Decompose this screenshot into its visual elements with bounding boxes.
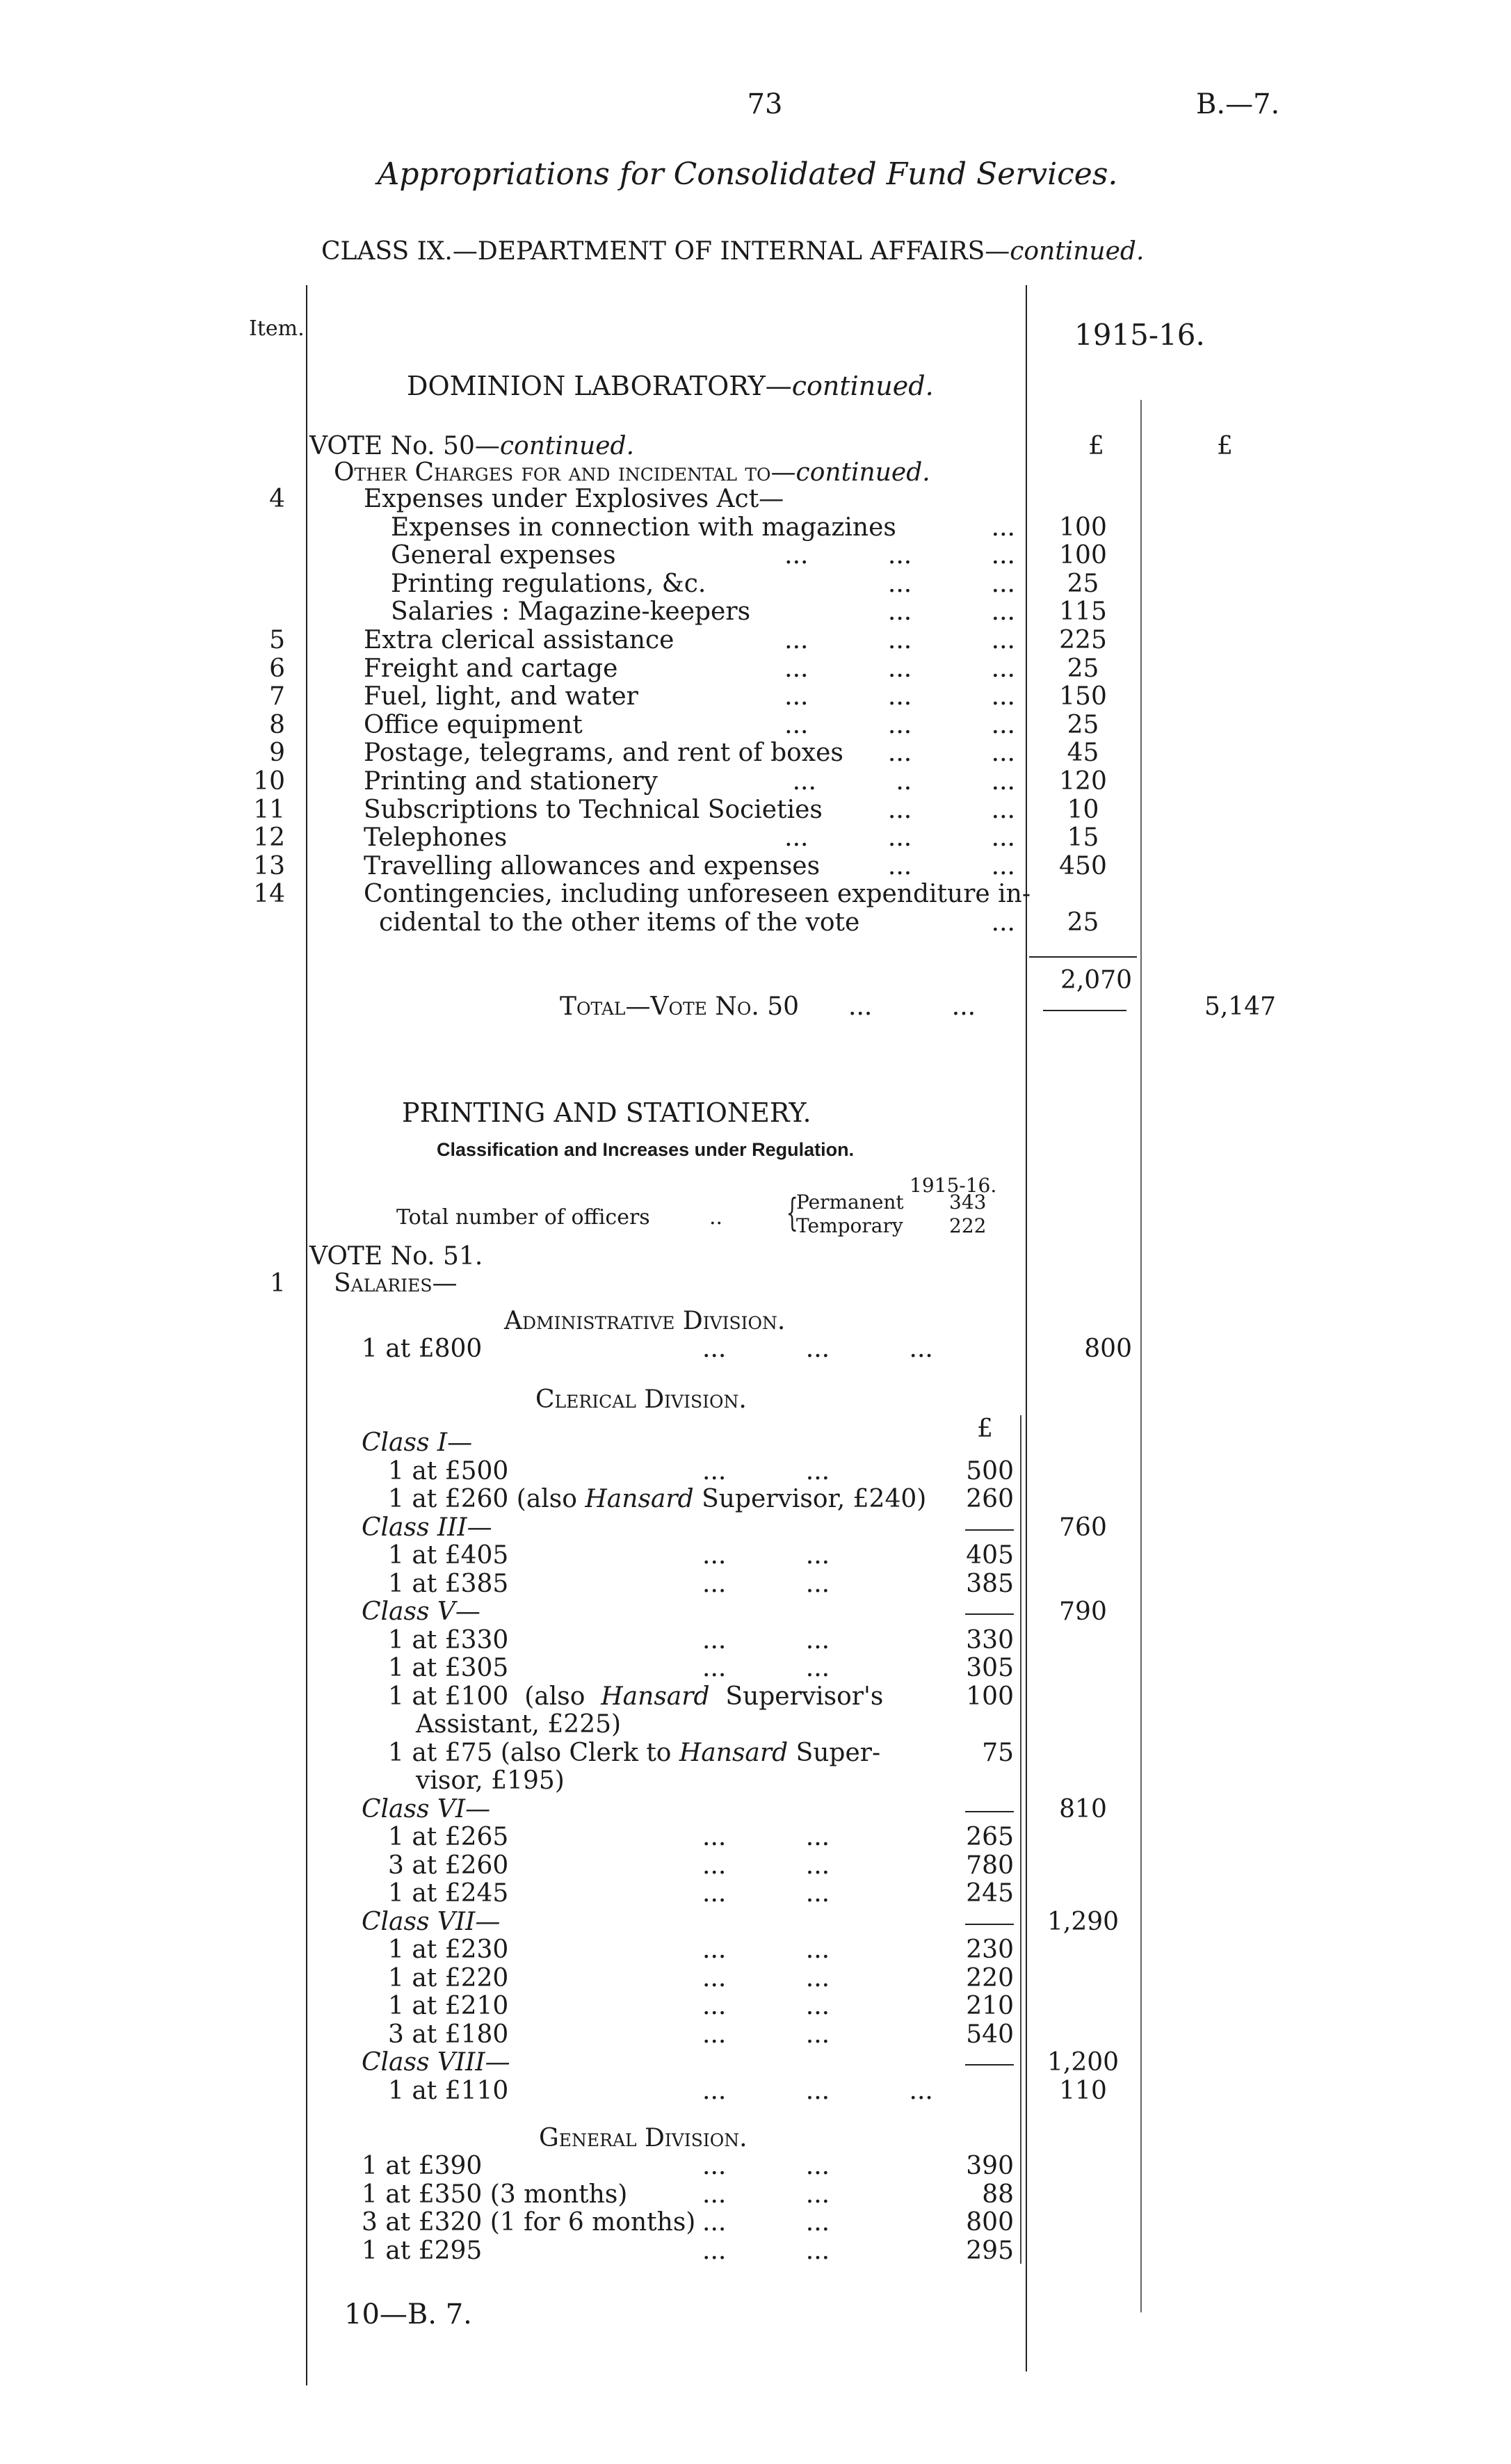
general-row-dots: ... ...: [702, 2208, 830, 2237]
amount-column-rule-1: [1026, 285, 1027, 2372]
lab-row-amount: 100: [1059, 541, 1107, 570]
clerical-row-value: 500: [966, 1457, 1014, 1485]
lab-row-label: Subscriptions to Technical Societies: [364, 796, 823, 824]
clerical-subtotal-rule: [965, 1811, 1014, 1812]
lab-row-dots: ... ... ...: [784, 626, 1015, 654]
lab-row-amount: 450: [1059, 852, 1107, 880]
clerical-row-label: 1 at £405: [388, 1541, 509, 1570]
lab-row-dots: ... ...: [887, 796, 1015, 824]
amount-column-rule-2: [1140, 400, 1142, 2312]
pound-symbol-col1: £: [1088, 432, 1104, 460]
clerical-row-value: 210: [966, 1992, 1014, 2020]
page-title: Appropriations for Consolidated Fund Services.: [377, 156, 1118, 192]
clerical-row-dots: ... ...: [702, 1541, 830, 1570]
clerical-row-label: Assistant, £225): [416, 1710, 622, 1739]
general-row-dots: ... ...: [702, 2237, 830, 2265]
admin-row-dots: ... ... ...: [702, 1335, 933, 1363]
printing-subheading: Classification and Increases under Regulation.: [437, 1139, 855, 1160]
clerical-row-label: 1 at £230: [388, 1935, 509, 1964]
pound-symbol-col2: £: [1217, 432, 1233, 460]
lab-row-label: Expenses under Explosives Act—: [364, 485, 784, 513]
lab-row-dots: ... ...: [887, 852, 1015, 880]
lab-item-number: 12: [253, 823, 285, 852]
clerical-row-label: 1 at £385: [388, 1570, 509, 1598]
page-number: 73: [747, 88, 783, 120]
clerical-row-dots: ... ...: [702, 1654, 830, 1682]
general-row-value: 295: [966, 2237, 1014, 2265]
clerical-class-total: 1,290: [1047, 1908, 1120, 1936]
clerical-class-total: 110: [1059, 2077, 1107, 2105]
lab-row-dots: ... ... ...: [784, 541, 1015, 570]
lab-row-dots: ... ... ...: [784, 682, 1015, 711]
clerical-row-value: 540: [966, 2020, 1014, 2049]
vote-51-heading: VOTE No. 51.: [309, 1242, 483, 1271]
lab-row-label: Printing regulations, &c.: [391, 570, 706, 598]
lab-row-amount: 225: [1059, 626, 1107, 654]
clerical-row-label-part: Supervisor, £240): [693, 1485, 927, 1513]
temporary-label: Temporary: [796, 1214, 903, 1237]
lab-item-number: 8: [269, 711, 285, 739]
lab-row-dots: ... ... ...: [784, 711, 1015, 739]
clerical-row-label: 1 at £265: [388, 1823, 509, 1851]
clerical-row-dots: ... ... ...: [702, 2077, 933, 2105]
footer-signature: 10—B. 7.: [344, 2298, 472, 2330]
lab-row-dots: ...: [991, 513, 1015, 542]
clerical-row-value: 330: [966, 1626, 1014, 1654]
officers-label: Total number of officers: [396, 1205, 650, 1230]
vote-50-total-dots: ... ...: [848, 992, 976, 1021]
clerical-class-name: Class I—: [362, 1428, 473, 1457]
clerical-row-label-italic: Hansard: [601, 1682, 710, 1711]
general-row-dots: ... ...: [702, 2152, 830, 2180]
clerical-row-label-part: 1 at £75 (also Clerk to: [388, 1739, 679, 1767]
clerical-row-label-italic: Hansard: [679, 1739, 789, 1767]
clerical-row-label: visor, £195): [416, 1766, 565, 1795]
clerical-row-label: 3 at £180: [388, 2020, 509, 2049]
clerical-row-label: 1 at £220: [388, 1964, 509, 1992]
lab-row-amount: 45: [1067, 739, 1099, 767]
lab-item-number: 5: [269, 626, 285, 654]
lab-row-amount: 150: [1059, 682, 1107, 711]
general-row-label: 1 at £350 (3 months): [362, 2180, 628, 2209]
clerical-row-label-part: 1 at £100 (also: [388, 1682, 601, 1711]
clerical-row-label: 3 at £260: [388, 1851, 509, 1880]
clerical-row-dots: ... ...: [702, 1879, 830, 1908]
clerical-row-label-part: 1 at £260 (also: [388, 1485, 585, 1513]
general-subcolumn-rule: [1020, 2149, 1021, 2264]
administrative-division-heading: Administrative Division.: [504, 1307, 786, 1335]
clerical-row-dots: ... ...: [702, 2020, 830, 2049]
clerical-subtotal-rule: [965, 1529, 1014, 1531]
lab-row-label: Contingencies, including unforeseen expenditure in-: [364, 880, 1031, 908]
printing-year: 1915-16.: [910, 1174, 997, 1197]
document-reference: B.—7.: [1196, 88, 1280, 120]
lab-row-dots: ... ...: [887, 570, 1015, 598]
clerical-row-label: 1 at £305: [388, 1654, 509, 1682]
lab-row-dots: ... .. ...: [792, 767, 1015, 796]
clerical-class-total: 810: [1059, 1795, 1107, 1823]
clerical-pound-symbol: £: [977, 1415, 993, 1443]
vote-51-item-number: 1: [270, 1269, 286, 1298]
lab-row-label: Extra clerical assistance: [364, 626, 674, 654]
lab-row-label: Expenses in connection with magazines: [391, 513, 896, 542]
clerical-row-label: 1 at £210: [388, 1992, 509, 2020]
lab-row-label: Travelling allowances and expenses: [364, 852, 821, 880]
lab-row-amount: 25: [1067, 908, 1099, 937]
lab-item-number: 7: [269, 682, 285, 711]
clerical-row-dots: ... ...: [702, 1851, 830, 1880]
clerical-row-dots: ... ...: [702, 1823, 830, 1851]
lab-row-amount: 10: [1067, 796, 1099, 824]
lab-row-label: Telephones: [364, 823, 508, 852]
clerical-row-label: [388, 1683, 883, 1711]
clerical-row-label: 1 at £330: [388, 1626, 509, 1654]
clerical-row-value: 245: [966, 1879, 1014, 1908]
clerical-subcolumn-rule: [1020, 1415, 1021, 2250]
vote-50-total-amount: 5,147: [1204, 992, 1276, 1021]
clerical-row-label: [388, 1739, 880, 1767]
officers-brace: {: [786, 1191, 798, 1234]
clerical-row-value: 265: [966, 1823, 1014, 1851]
general-row-value: 390: [966, 2152, 1014, 2180]
general-row-label: 1 at £295: [362, 2237, 483, 2265]
lab-item-number: 13: [253, 852, 285, 880]
clerical-class-name: Class V—: [362, 1597, 480, 1626]
lab-row-amount: 120: [1059, 767, 1107, 796]
clerical-class-name: Class VI—: [362, 1795, 491, 1823]
lab-row-amount: 25: [1067, 570, 1099, 598]
clerical-subtotal-rule: [965, 2064, 1014, 2066]
lab-subtotal: 2,070: [1060, 966, 1132, 995]
admin-row-label: 1 at £800: [362, 1335, 483, 1363]
lab-row-label: Office equipment: [364, 711, 583, 739]
lab-row-label: Salaries : Magazine-keepers: [391, 597, 751, 626]
printing-heading: PRINTING AND STATIONERY.: [402, 1097, 811, 1128]
general-row-value: 88: [982, 2180, 1014, 2209]
clerical-row-value: 405: [966, 1541, 1014, 1570]
lab-row-label: Printing and stationery: [364, 767, 658, 796]
vote-50-total-label: Total—Vote No. 50: [560, 992, 800, 1021]
lab-row-dots: ...: [991, 908, 1015, 937]
clerical-row-label-part: Super-: [788, 1739, 881, 1767]
item-column-label: Item.: [249, 316, 305, 341]
general-row-dots: ... ...: [702, 2180, 830, 2209]
clerical-class-name: Class III—: [362, 1513, 492, 1542]
clerical-row-label-italic: Hansard: [585, 1485, 694, 1513]
vote-50-heading: VOTE No. 50—continued.: [309, 432, 635, 460]
clerical-row-dots: ... ...: [702, 1626, 830, 1654]
lab-row-amount: 100: [1059, 513, 1107, 542]
clerical-row-dots: ... ...: [702, 1992, 830, 2020]
lab-row-amount: 15: [1067, 823, 1099, 852]
admin-row-amount: 800: [1084, 1335, 1132, 1363]
clerical-class-total: 760: [1059, 1513, 1107, 1542]
clerical-row-dots: ... ...: [702, 1935, 830, 1964]
lab-row-label: Postage, telegrams, and rent of boxes: [364, 739, 843, 767]
clerical-row-label: 1 at £245: [388, 1879, 509, 1908]
clerical-class-name: Class VII—: [362, 1908, 501, 1936]
lab-row-dots: ... ...: [887, 597, 1015, 626]
lab-item-number: 6: [269, 654, 285, 683]
salaries-heading: Salaries—: [334, 1269, 458, 1298]
clerical-division-heading: Clerical Division.: [535, 1385, 747, 1414]
clerical-row-value: 220: [966, 1964, 1014, 1992]
clerical-subtotal-rule: [965, 1613, 1014, 1615]
lab-row-amount: 115: [1059, 597, 1107, 626]
clerical-row-dots: ... ...: [702, 1570, 830, 1598]
clerical-subtotal-rule: [965, 1924, 1014, 1925]
clerical-row-value: 305: [966, 1654, 1014, 1682]
clerical-row-value: 100: [966, 1682, 1014, 1711]
lab-item-number: 14: [253, 880, 285, 908]
clerical-class-total: 790: [1059, 1597, 1107, 1626]
clerical-row-label: 1 at £500: [388, 1457, 509, 1485]
class-heading: CLASS IX.—DEPARTMENT OF INTERNAL AFFAIRS—continued.: [321, 237, 1145, 266]
lab-item-number: 10: [253, 767, 285, 796]
lab-row-label: General expenses: [391, 541, 616, 570]
clerical-row-dots: ... ...: [702, 1964, 830, 1992]
permanent-label: Permanent: [796, 1191, 904, 1214]
subtotal-rule-bottom: [1043, 1010, 1126, 1011]
clerical-row-value: 780: [966, 1851, 1014, 1880]
clerical-row-label: 1 at £110: [388, 2077, 509, 2105]
subtotal-rule-top: [1029, 956, 1137, 958]
lab-item-number: 4: [269, 485, 285, 513]
lab-row-label: Freight and cartage: [364, 654, 618, 683]
lab-row-dots: ... ... ...: [784, 823, 1015, 852]
permanent-value: 343: [949, 1191, 987, 1214]
item-column-rule: [306, 285, 307, 2385]
lab-row-dots: ... ... ...: [784, 654, 1015, 683]
lab-row-dots: ... ...: [887, 739, 1015, 767]
general-row-value: 800: [966, 2208, 1014, 2237]
clerical-class-total: 1,200: [1047, 2048, 1120, 2077]
clerical-row-value: 260: [966, 1485, 1014, 1513]
temporary-value: 222: [949, 1214, 987, 1237]
lab-item-number: 11: [253, 796, 285, 824]
officers-dots: ..: [709, 1205, 723, 1230]
lab-item-number: 9: [269, 739, 285, 767]
general-row-label: 1 at £390: [362, 2152, 483, 2180]
clerical-row-value: 75: [982, 1739, 1014, 1767]
general-division-heading: General Division.: [539, 2124, 748, 2152]
clerical-row-label-part: Supervisor's: [709, 1682, 884, 1711]
lab-row-amount: 25: [1067, 711, 1099, 739]
clerical-row-value: 230: [966, 1935, 1014, 1964]
lab-row-amount: 25: [1067, 654, 1099, 683]
clerical-row-value: 385: [966, 1570, 1014, 1598]
lab-row-label: Fuel, light, and water: [364, 682, 638, 711]
clerical-class-name: Class VIII—: [362, 2048, 510, 2077]
general-row-label: 3 at £320 (1 for 6 months): [362, 2208, 696, 2237]
lab-section-heading: DOMINION LABORATORY—continued.: [407, 371, 934, 401]
year-column-label: 1915-16.: [1074, 318, 1205, 352]
other-charges-heading: Other Charges for and incidental to—continued.: [334, 458, 930, 487]
clerical-row-dots: ... ...: [702, 1457, 830, 1485]
lab-row-label: cidental to the other items of the vote: [379, 908, 860, 937]
clerical-row-label: [388, 1485, 926, 1513]
